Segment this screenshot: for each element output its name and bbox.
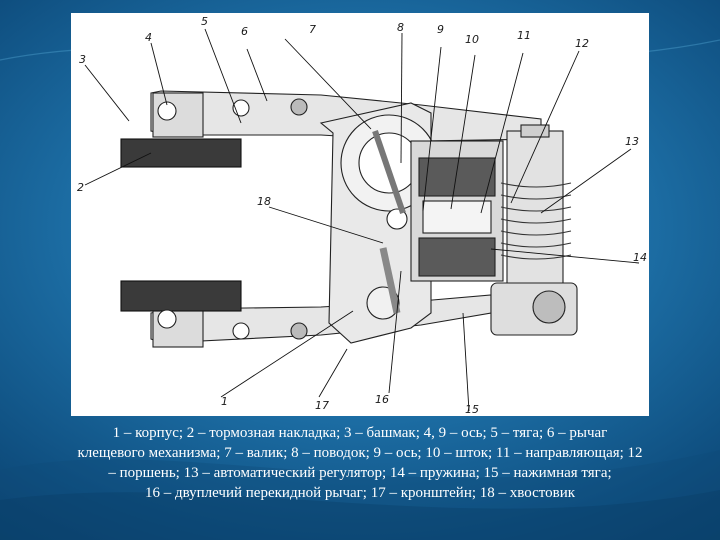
caption-line-2: клещевого механизма; 7 – валик; 8 – поводок; 9 – ось; 10 – шток; 11 – направляющая; 12 <box>77 445 643 461</box>
callout-label-2: 2 <box>77 181 84 194</box>
caption-line-1: 1 – корпус; 2 – тормозная накладка; 3 – башмак; 4, 9 – ось; 5 – тяга; 6 – рычаг <box>112 425 608 441</box>
callout-label-4: 4 <box>145 31 152 44</box>
callout-label-6: 6 <box>241 25 248 38</box>
callout-label-13: 13 <box>625 135 639 148</box>
callout-label-18: 18 <box>257 195 271 208</box>
callout-label-1: 1 <box>221 395 228 408</box>
callout-label-5: 5 <box>201 15 208 28</box>
caption-line-3: – поршень; 13 – автоматический регулятор; 14 – пружина; 15 – нажимная тяга; <box>108 465 612 481</box>
callout-label-14: 14 <box>633 251 647 264</box>
brake-mechanism-drawing <box>71 13 649 416</box>
caption-line-4: 16 – двуплечий перекидной рычаг; 17 – кронштейн; 18 – хвостовик <box>144 485 576 501</box>
callout-label-7: 7 <box>309 23 316 36</box>
callout-label-9: 9 <box>437 23 444 36</box>
callout-label-8: 8 <box>397 21 404 34</box>
callout-label-3: 3 <box>79 53 86 66</box>
callout-label-11: 11 <box>517 29 531 42</box>
callout-label-16: 16 <box>375 393 389 406</box>
callout-label-17: 17 <box>315 399 329 412</box>
callout-label-10: 10 <box>465 33 479 46</box>
callout-label-15: 15 <box>465 403 479 416</box>
figure-caption <box>14 423 706 503</box>
callout-label-12: 12 <box>575 37 589 50</box>
